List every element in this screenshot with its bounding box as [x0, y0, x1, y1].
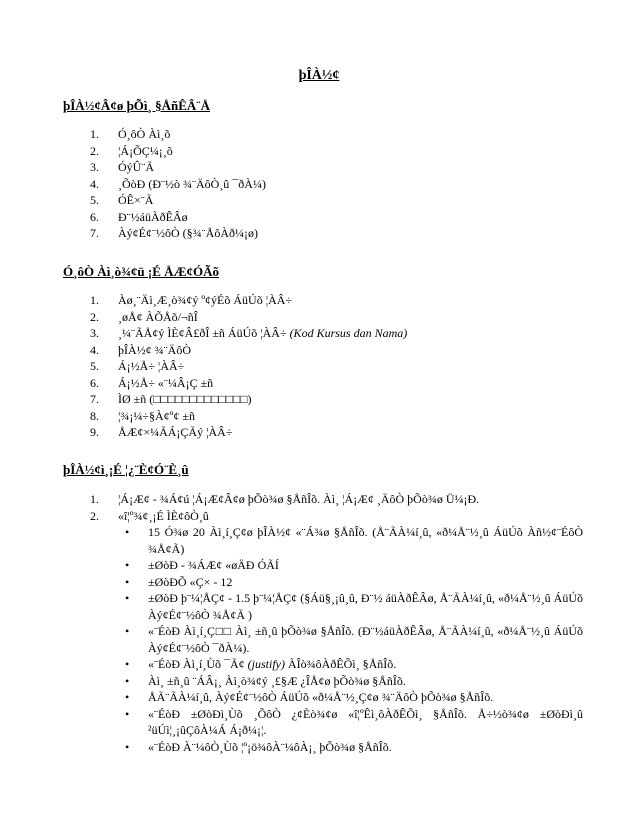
guidelines-list [63, 491, 583, 755]
bullet-item: • ±ØòÐÕ «Ç× - 12 [125, 574, 233, 589]
list-item: 6. Á¡½Å÷ «¨¼Â¡Ç ±ñ [90, 375, 214, 390]
bullet-item: • ±ØòÐ - ¾ÁÆ¢ «øÄÐ ÓÃÍ [125, 558, 279, 572]
section-heading-guidelines: þÎÀ½¢ì¸¡É ¦¿¨È¢Ó¨È¸û [63, 462, 189, 477]
list-item: 7. Àý¢É¢¨½ôÒ (§¾¨ÅôÀð¼¡ø) [90, 226, 258, 240]
bullet-item: • ±ØòÐ þ¨¼¦ÅÇ¢ - 1.5 þ¨¼¦ÅÇ¢ (§Áü§¸¡û¸û, Ð¨½ áüÀðÊÂø, Å¨ÃÀ¼í¸û, «ð¼Å¨½¸û ÁüÚõ Àý¢É¢¨½ôÒ ¾Å¢Ã ) [125, 591, 583, 622]
list-item: 9. ÅÆ¢×¼ÃÁ¡ÇÃý ¦ÀÂ÷ [90, 425, 233, 439]
bullet-item: • «¨ÉòÐ Àì¸í¸Ùõ ¯Ã¢ (justify) ÀÎò¾ôÀðÊÕì¸ §ÅñÎõ. [125, 657, 397, 671]
bullet-item: • «¨ÉòÐ ±ØòÐì¸Ùõ ¸ÕôÒ ¿¢Èò¾¢ø «î¦ºÊì¸ôÀðÊÕì¸ §ÅñÎõ. Å÷½ò¾¢ø ±ØòÐì¸û ²üÚì¦¸¡ûÇôÀ¼Á Á¡ð¼¡¦. [125, 706, 583, 737]
list-item: 1. Ó¸ôÒ Àì¸õ [90, 127, 171, 141]
list-item: 7. ÌØ ±ñ (□□□□□□□□□□□□□) [90, 392, 252, 406]
cover-page-list [63, 292, 583, 441]
list-item: 2. «î¦º¾¢¸¡É ÌÈ¢ôÒ¸û • 15 Ó¾ø 20 Àì¸í¸Ç¢ø þÎÀ½¢ «¨Á¾ø §ÅñÎõ. (Å¨ÃÀ¼í¸û, «ð¼Å¨½¸û ÁüÚõ Àñ½¢¨ÉôÒ ¾Å¢Ã) • ±ØòÐ - ¾ÁÆ¢ «øÄÐ ÓÃÍ • ±ØòÐÕ «Ç× - 12 • ±ØòÐ þ¨¼¦ÅÇ¢ - 1.5 þ¨¼¦ÅÇ¢ (§Áü§¸¡û¸û, Ð¨½ áüÀðÊÂø, Å¨ÃÀ¼í¸û, «ð¼Å¨½¸û ÁüÚõ Àý¢É¢¨½ôÒ ¾Å¢Ã ) • «¨ÉòÐ Àì¸í¸Ç□□ Àì¸ ±ñ¸û þÕò¾ø §ÅñÎõ. (Ð¨½áüÀðÊÂø, Å¨ÃÀ¼í¸û, «ð¼Å¨½¸û ÁüÚõ Àý¢É¢¨½ôÒ ¯ðÀ¼). • «¨ÉòÐ Àì¸í¸Ùõ ¯Ã¢ (justify) ÀÎò¾ôÀðÊÕì¸ §ÅñÎõ. • Àì¸ ±ñ¸û ¨ÁÂ¡¸ Àì¸ò¾¢ý ¸£§Æ ¿ÎÅ¢ø þÕò¾ø §ÅñÎõ. • ÅÃ¨ÃÀ¼í¸û, Àý¢É¢¨½ôÒ ÁüÚõ «ð¼Å¨½¸Ç¢ø ¾¨ÄôÒ þÕò¾ø §ÅñÎõ. • «¨ÉòÐ ±ØòÐì¸Ùõ ¸ÕôÒ ¿¢Èò¾¢ø «î¦ºÊì¸ôÀðÊÕì¸ §ÅñÎõ. Å÷½ò¾¢ø ±ØòÐì¸û ²üÚì¦¸¡ûÇôÀ¼Á Á¡ð¼¡¦. • «¨ÉòÐ À¨¼ôÒ¸Ùõ ¦º¡ö¾ôÀ¨¼ôÀ¡¸ þÕò¾ø §ÅñÎõ. [90, 508, 583, 754]
bullet-item: • «¨ÉòÐ Àì¸í¸Ç□□ Àì¸ ±ñ¸û þÕò¾ø §ÅñÎõ. (Ð¨½áüÀðÊÂø, Å¨ÃÀ¼í¸û, «ð¼Å¨½¸û ÁüÚõ Àý¢É¢¨½ôÒ ¯ðÀ¼). [125, 624, 583, 655]
list-item: 5. ÓÊ×¨Ã [90, 193, 154, 207]
section-heading-contents: þÎÀ½¢Â¢ø þÕì¸ §ÅñÊÂ¨Å [63, 98, 210, 113]
list-item: 5. Á¡½Å÷ ¦ÀÂ÷ [90, 359, 185, 373]
list-item: 1. ¦Á¡Æ¢ - ¾Á¢ú ¦Á¡Æ¢Â¢ø þÕò¾ø §ÅñÎõ. Àì¸ ¦Á¡Æ¢ ¸ÄôÒ þÕò¾ø Ü¼¡Ð. [90, 492, 480, 506]
section-heading-cover-page: Ó¸ôÒ Àì¸ò¾¢ü ¡É ÅÆ¢ÓÃõ [63, 264, 219, 279]
list-item: 3. ¸¼¨ÃÅ¢ý ÌÈ¢Â£ðÎ ±ñ ÁüÚõ ¦ÀÂ÷ (Kod Kursus dan Nama) [90, 326, 408, 340]
list-item: 4. þÎÀ½¢ ¾¨ÄôÒ [90, 342, 191, 357]
list-item: 4. ¸ÕòÐ (Ð¨½ò ¾¨ÄôÒ¸û ¯ðÀ¼) [90, 176, 266, 191]
list-item: 2. ¦Á¡ÕÇ¼¡¸õ [90, 143, 173, 158]
list-item: 6. Ð¨½áüÀðÊÂø [90, 209, 188, 224]
contents-list [63, 126, 583, 242]
bullet-item: • «¨ÉòÐ À¨¼ôÒ¸Ùõ ¦º¡ö¾ôÀ¨¼ôÀ¡¸ þÕò¾ø §ÅñÎõ. [125, 739, 392, 754]
bullet-item: • 15 Ó¾ø 20 Àì¸í¸Ç¢ø þÎÀ½¢ «¨Á¾ø §ÅñÎõ. (Å¨ÃÀ¼í¸û, «ð¼Å¨½¸û ÁüÚõ Àñ½¢¨ÉôÒ ¾Å¢Ã) [125, 525, 583, 556]
list-item: 1. Àø¸¨Äì¸Æ¸ò¾¢ý º¢ýÉõ ÁüÚõ ¦ÀÂ÷ [90, 293, 293, 307]
list-item: 8. ¦¾¡¼÷§À¢º¢ ±ñ [90, 408, 195, 423]
bullet-item: • ÅÃ¨ÃÀ¼í¸û, Àý¢É¢¨½ôÒ ÁüÚõ «ð¼Å¨½¸Ç¢ø ¾¨ÄôÒ þÕò¾ø §ÅñÎõ. [125, 690, 494, 704]
format-bullet-list [118, 524, 583, 755]
page-title: þÎÀ½¢ [298, 68, 340, 83]
list-item: 2. ¸øÅ¢ ÀÕÅõ/¬ñÎ [90, 309, 198, 324]
list-item: 3. ÓýÛ¨Ã [90, 160, 154, 174]
bullet-item: • Àì¸ ±ñ¸û ¨ÁÂ¡¸ Àì¸ò¾¢ý ¸£§Æ ¿ÎÅ¢ø þÕò¾ø §ÅñÎõ. [125, 673, 406, 688]
